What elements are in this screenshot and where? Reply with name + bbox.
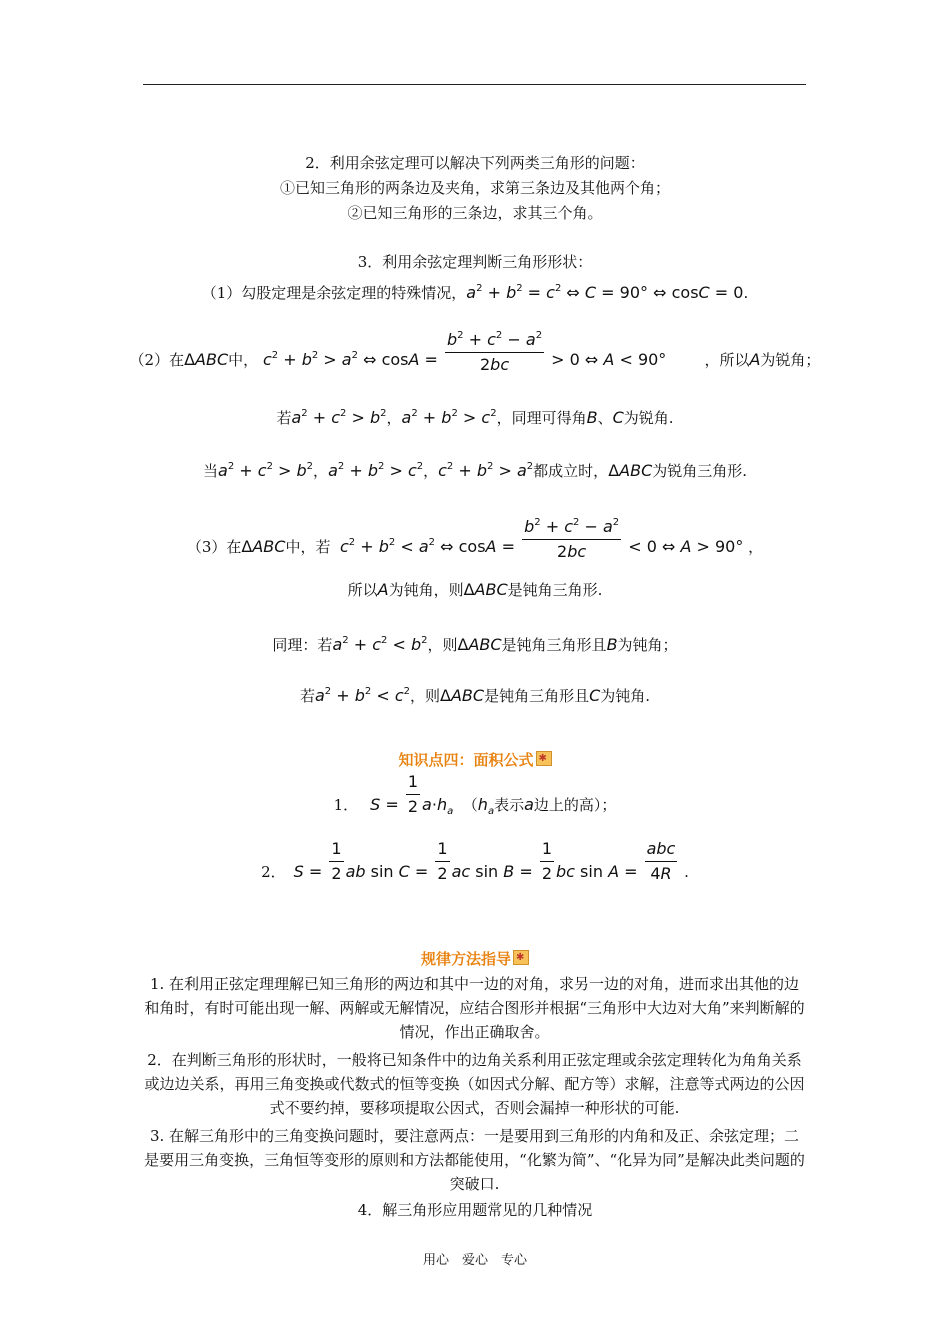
case2-line1: （2）在ΔABC中， $c^2 + b^2 > a^2$ ⇔ cosA = $\frac{b^2 + c^2 - a^2}{2bc}$ > 0 ⇔ A < 90° ，所以A为锐角；: [0, 346, 950, 375]
method-p2: 2．在判断三角形的形状时，一般将已知条件中的边角关系利用正弦定理或余弦定理转化为角角关系或边边关系，再用三角变换或代数式的恒等变换（如因式分解、配方等）求解，注意等式两边的公因式不要约掉，要移项提取公因式，否则会漏掉一种形状的可能.: [144, 1051, 805, 1117]
case2-line2: 若$a^2 + c^2 > b^2$，$a^2 + b^2 > c^2$，同理可得角B、C为锐角.: [276, 408, 674, 427]
knowledge4-heading: 知识点四：面积公式✱: [0, 750, 950, 770]
method-p1: 1. 在利用正弦定理理解已知三角形的两边和其中一边的对角，求另一边的对角，进而求出其他的边和角时，有时可能出现一解、两解或无解情况，应结合图形并根据“三角形中大边对大角”来判断解的情况，作出正确取舍。: [144, 975, 805, 1041]
method-heading: 规律方法指导✱: [0, 949, 950, 969]
section2-title: 2．利用余弦定理可以解决下列两类三角形的问题：: [305, 154, 645, 172]
header-rule: [143, 84, 806, 85]
area-formula-1: 1． S = $\frac{1}{2}$ $a\cdot h_a$ （$h_a$表示a边上的高）；: [333, 771, 617, 818]
section2-item1: ①已知三角形的两条边及夹角，求第三条边及其他两个角；: [279, 179, 670, 197]
page-footer: 用心 爱心 专心: [422, 1253, 527, 1268]
note-icon: [513, 950, 529, 965]
case3-line2: 所以A为钝角，则ΔABC是钝角三角形.: [347, 580, 603, 599]
section2-item2: ②已知三角形的三条边，求其三个角。: [347, 204, 603, 222]
case3-line3: 同理：若$a^2 + c^2 < b^2$，则ΔABC是钝角三角形且B为钝角；: [272, 635, 678, 654]
area-formula-2: 2． S = $\frac{1}{2}$ ab sin C = $\frac{1}{2}$ ac sin B = $\frac{1}{2}$ bc sin A = $\frac{\text{abc}}{4R}$ .: [261, 838, 689, 883]
case1-line: （1）勾股定理是余弦定理的特殊情况，$a^2 + b^2 = c^2$ ⇔ C = 90° ⇔ cosC = 0.: [201, 283, 749, 302]
method-p3: 3. 在解三角形中的三角变换问题时，要注意两点：一是要用到三角形的内角和及正、余弦定理；二是要用三角变换，三角恒等变形的原则和方法都能使用，“化繁为简”、“化异为同”是解决此类问题的突破口.: [144, 1127, 805, 1193]
case3-line4: 若$a^2 + b^2 < c^2$，则ΔABC是钝角三角形且C为钝角.: [299, 686, 651, 705]
case2-line3: 当$a^2 + c^2 > b^2$，$a^2 + b^2 > c^2$，$c^2 + b^2 > a^2$都成立时，ΔABC为锐角三角形.: [202, 461, 748, 480]
method-p4: 4．解三角形应用题常见的几种情况: [357, 1201, 593, 1219]
section3-title: 3．利用余弦定理判断三角形形状：: [357, 253, 593, 271]
case3-line1: （3）在ΔABC中，若 $c^2 + b^2 < a^2$ ⇔ cosA = $\frac{b^2 + c^2 - a^2}{2bc}$ < 0 ⇔ A > 90° ，: [0, 533, 950, 562]
note-icon: [536, 751, 552, 766]
